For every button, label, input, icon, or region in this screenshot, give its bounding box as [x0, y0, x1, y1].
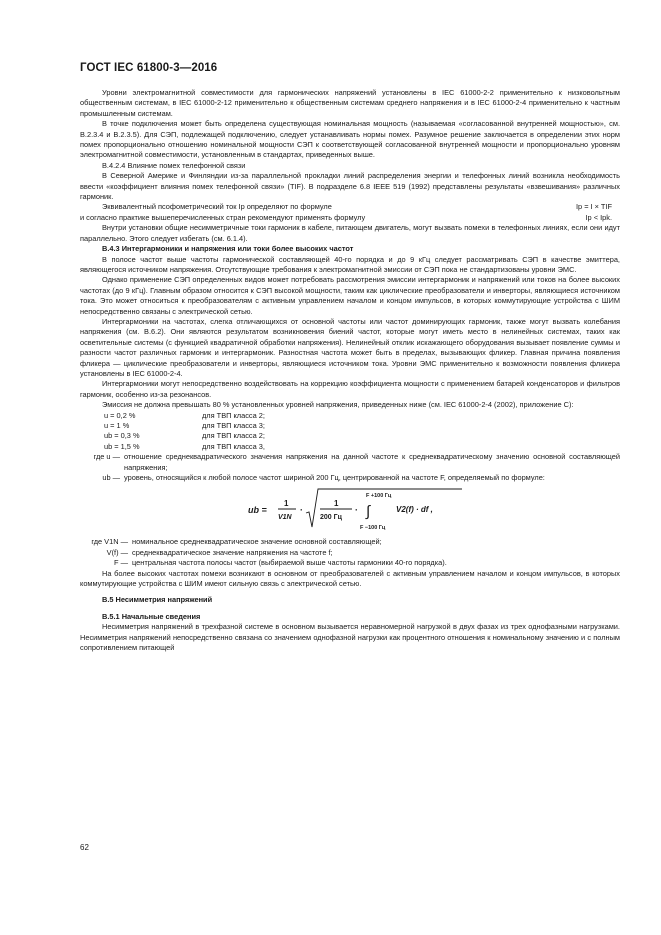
formula-row-text: Эквивалентный псофометрический ток Iр определяют по формуле — [102, 202, 332, 212]
formula-image — [248, 483, 468, 537]
definition-item — [80, 537, 620, 547]
section-heading: В.4.3 Интергармоники и напряжения или токи более высоких частот — [102, 244, 354, 254]
definition-text: отношение среднеквадратического значения напряжения на данной частоте к среднеквадратическому значению основной составляющей напряжения; — [124, 452, 620, 472]
definition-term: F — — [114, 558, 128, 568]
formula-one: 1 — [284, 499, 289, 509]
subsection-heading: В.5.1 Начальные сведения — [102, 611, 201, 621]
limit-desc: для ТВП класса 3; — [202, 421, 265, 430]
definition-item — [80, 558, 620, 568]
definition-text: среднеквадратическое значение напряжения на частоте f; — [132, 547, 333, 557]
svg-text:·: · — [355, 505, 358, 516]
limits-list — [104, 411, 620, 453]
formula-inline: Iр = I × TIF — [575, 202, 612, 212]
paragraph: В полосе частот выше частоты гармонической составляющей 40-го порядка и до 9 кГц следует рассматривать СЭП в качестве эмиттера, являющегося источником напряжения. Отсутствующие требования к электромагнитной эмиссии от СЭП пока не стандартизованы уровни ЭМС. — [80, 254, 620, 274]
document-header: ГОСТ IEC 61800-3—2016 — [80, 62, 218, 74]
paragraph: Интергармоники на частотах, слегка отличающихся от основной частоты или частот доминирующих гармоник, также могут вызвать колебания напряжения (см. В.6.2). Они являются результатом возникновения биений частот, которые могут иметь место в нелинейных системах, таких как осветительные системы (с функцией квадратичной обработки напряжения). Нелинейный отклик искажающего оборудования вызывает появление суммы и разности частот различных гармоник и интергармоник. Разностная частота может быть в пределах, вызывающих фликер. Главная причина появления фликера — циклические преобразователи и инверторы, являющиеся источником тока. Уровни ЭМС применительно к возможности появления фликера установлены в IEC 61000-2-4. — [80, 316, 620, 378]
svg-text:·: · — [300, 505, 303, 516]
subsection-heading: В.4.2.4 Влияние помех телефонной связи — [102, 160, 246, 170]
paragraph: Эмиссия не должна превышать 80 % установленных уровней напряжения, приведенных ниже (см. IEC 61000-2-4 (2002), приложение С): — [102, 400, 574, 410]
formula-row — [80, 202, 620, 212]
definition-text: центральная частота полосы частот (выбираемой выше частоты гармоники 40-го порядка). — [132, 558, 447, 568]
definitions-list — [80, 537, 620, 568]
formula-denominator: 200 Гц — [320, 514, 342, 522]
paragraph: Однако применение СЭП определенных видов может потребовать рассмотрения эмиссии интергармоник и напряжений или токов на более высоких частотах (до 9 кГц). Главным образом относится к СЭП высокой мощности, таким как циклические преобразователи и инверторы, являющиеся источником тока. Это может относиться к преобразователям с активным управлением началом и концом импульсов, в которых коммутирующие устройства с ШИМ непосредственно связаны с электрической сетью. — [80, 275, 620, 316]
svg-text:∫: ∫ — [366, 503, 371, 521]
limit-desc: для ТВП класса 3, — [202, 441, 265, 451]
page-number: 62 — [80, 843, 89, 852]
definition-text: уровень, относящийся к любой полосе частот шириной 200 Гц, центрированной на частоте F, определяемый по формуле: — [124, 473, 545, 483]
definition-text: номинальное среднеквадратическое значение основной составляющей; — [132, 537, 382, 547]
definition-item — [80, 548, 620, 558]
formula-upper-limit: F +100 Гц — [366, 493, 392, 500]
formula-inline: Iр < Iрk. — [585, 212, 612, 222]
limit-symbol: u = 0,2 % — [104, 410, 136, 420]
paragraph: На более высоких частотах помехи возникают в основном от преобразователей с активным управлением началом и концом импульсов, в которых коммутирующие устройства с ШИМ имеют сильную связь с электрической сетью. — [80, 568, 620, 589]
limit-item — [104, 421, 620, 431]
limit-item — [104, 411, 620, 421]
definition-term: ub — — [102, 473, 120, 483]
paragraph: В точке подключения может быть определена существующая номинальная мощность (называемая «согласованной внутренней мощностью», см. В.2.3.4 и В.2.3.5). Для СЭП, подлежащей подключению, следует устанавливать нормы помех. Разумное решение заключается в определении этих норм помех пропорционально отношению номинальной мощности СЭП к соответствующей согласованной внутренней мощности и пропорционально уровням электромагнитной совместимости, установленным в стандартах, приведенных выше. — [80, 119, 620, 160]
definition-term: V(f) — — [106, 547, 128, 557]
formula-row-text: и согласно практике вышеперечисленных стран рекомендуют применять формулу — [80, 212, 366, 222]
limit-desc: для ТВП класса 2; — [202, 410, 265, 420]
paragraph: В Северной Америке и Финляндии из-за параллельной прокладки линий распределения энергии и телефонных линий возникла необходимость ввести «коэффициент влияния помех телефонной связи» (TIF). В подразделе 6.8 IEEE 519 (1992) представлены результаты «взвешивания» различных гармоник. — [80, 171, 620, 202]
definition-term: где V1N — — [91, 537, 128, 547]
formula-block — [80, 483, 620, 537]
formula-lower-limit: F −100 Гц — [360, 525, 386, 532]
limit-desc: для ТВП класса 2; — [202, 431, 265, 441]
limit-symbol: ub = 0,3 % — [104, 431, 140, 441]
limit-symbol: u = 1 % — [104, 421, 130, 430]
limit-symbol: ub = 1,5 % — [104, 441, 140, 451]
formula-row — [80, 213, 620, 223]
formula-one-2: 1 — [334, 499, 339, 509]
document-body — [80, 88, 620, 654]
formula-lhs: ub = — [248, 505, 267, 516]
definition-term: где u — — [93, 452, 120, 462]
definition-item — [80, 452, 620, 473]
formula-v1n: V1N — [278, 514, 292, 522]
formula-integrand: V2(f) · df , — [396, 505, 433, 515]
definition-item — [80, 473, 620, 483]
definitions-list — [80, 452, 620, 483]
limit-item — [104, 442, 620, 452]
paragraph: Несимметрия напряжений в трехфазной системе в основном вызывается неравномерной нагрузкой в двух фазах из трех однофазными нагрузками. Несимметрия напряжений непосредственно связана со значением однофазной нагрузки как процентного отношения к номинальному значению и с полным сопротивлением питающей — [80, 622, 620, 653]
paragraph: Внутри установки общие несимметричные токи гармоник в кабеле, питающем двигатель, могут вызвать помехи в телефонных линиях, если они идут параллельно. Этого следует избегать (см. 6.1.4). — [80, 223, 620, 243]
section-heading: В.5 Несимметрия напряжений — [102, 595, 213, 605]
paragraph: Уровни электромагнитной совместимости для гармонических напряжений установлены в IEC 61000-2-2 применительно к низковольтным общественным системам, в IEC 61000-2-12 применительно к общественным системам среднего напряжения и в IEC 61000-2-4 применительно к частным промышленным системам. — [80, 88, 620, 118]
paragraph: Интергармоники могут непосредственно воздействовать на коррекцию коэффициента мощности с применением батарей конденсаторов и фильтров гармоник, особенно из-за резонансов. — [80, 379, 620, 399]
limit-item — [104, 431, 620, 441]
